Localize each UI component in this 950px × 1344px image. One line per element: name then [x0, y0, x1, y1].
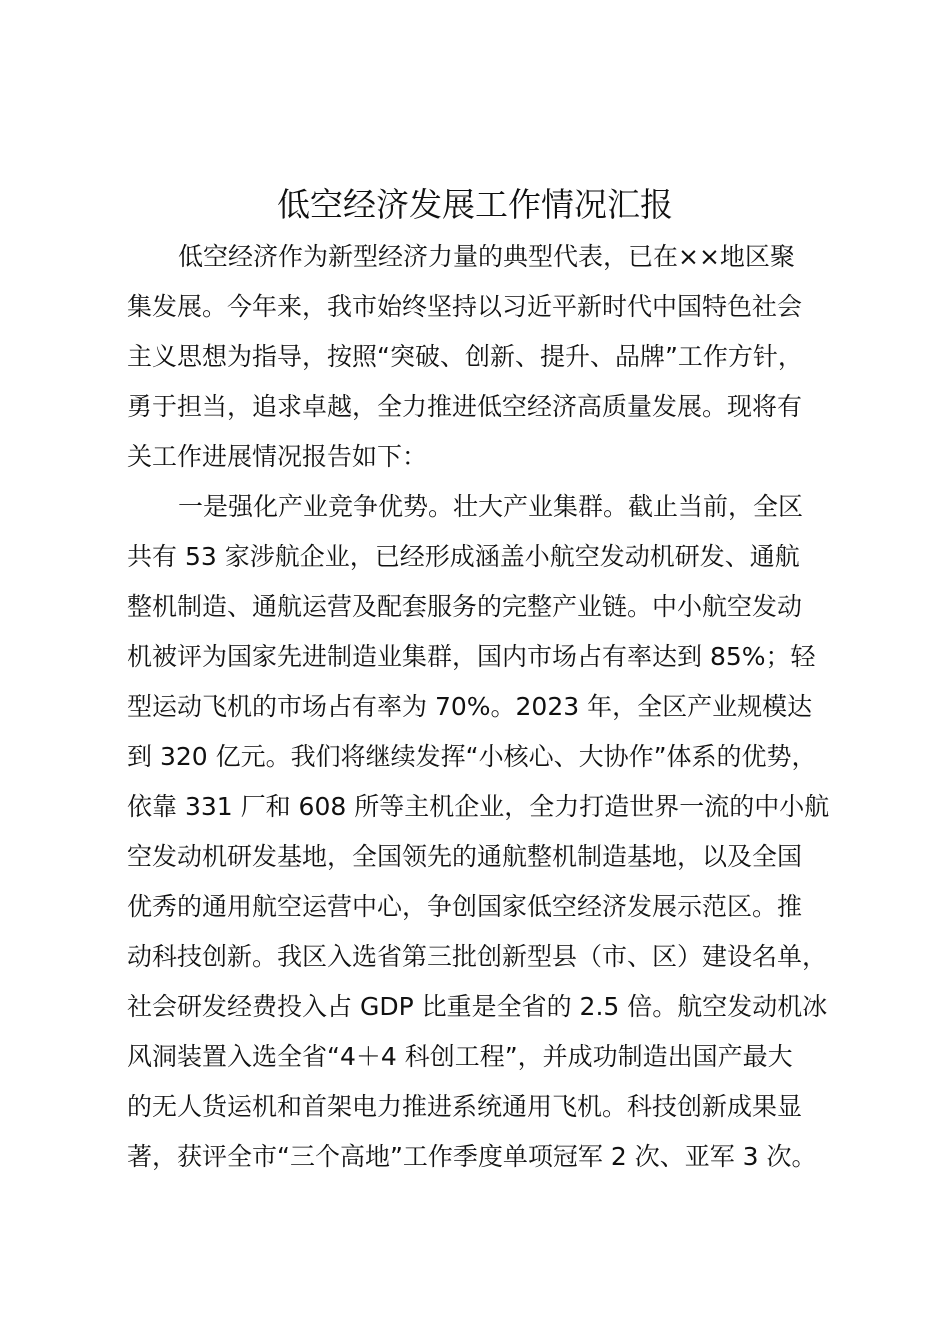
- paragraph-2-line-12: 风洞装置入选全省“4＋4 科创工程”，并成功制造出国产最大: [127, 1042, 793, 1071]
- paragraph-1-line-4: 勇于担当，追求卓越，全力推进低空经济高质量发展。现将有: [127, 392, 803, 421]
- paragraph-1-line-1: 低空经济作为新型经济力量的典型代表，已在××地区聚: [178, 242, 795, 271]
- paragraph-2-line-3: 整机制造、通航运营及配套服务的完整产业链。中小航空发动: [127, 592, 803, 621]
- paragraph-2-line-5: 型运动飞机的市场占有率为 70%。2023 年，全区产业规模达: [127, 692, 813, 721]
- paragraph-2-line-7: 依靠 331 厂和 608 所等主机企业，全力打造世界一流的中小航: [127, 792, 830, 821]
- paragraph-2-line-14: 著，获评全市“三个高地”工作季度单项冠军 2 次、亚军 3 次。: [127, 1142, 817, 1171]
- paragraph-2-line-10: 动科技创新。我区入选省第三批创新型县（市、区）建设名单，: [127, 942, 828, 971]
- paragraph-1-line-2: 集发展。今年来，我市始终坚持以习近平新时代中国特色社会: [127, 292, 803, 321]
- document-title: 低空经济发展工作情况汇报: [277, 185, 673, 224]
- paragraph-2-line-11: 社会研发经费投入占 GDP 比重是全省的 2.5 倍。航空发动机冰: [127, 992, 828, 1021]
- paragraph-2-line-4: 机被评为国家先进制造业集群，国内市场占有率达到 85%；轻: [127, 642, 816, 671]
- paragraph-2-line-13: 的无人货运机和首架电力推进系统通用飞机。科技创新成果显: [127, 1092, 803, 1121]
- paragraph-1-line-3: 主义思想为指导，按照“突破、创新、提升、品牌”工作方针，: [127, 342, 803, 371]
- document-body: [127, 232, 862, 1182]
- paragraph-2-line-8: 空发动机研发基地，全国领先的通航整机制造基地，以及全国: [127, 842, 803, 871]
- paragraph-2-line-2: 共有 53 家涉航企业，已经形成涵盖小航空发动机研发、通航: [127, 542, 800, 571]
- paragraph-2-line-9: 优秀的通用航空运营中心，争创国家低空经济发展示范区。推: [127, 892, 803, 921]
- paragraph-1-line-5: 关工作进展情况报告如下：: [127, 442, 428, 471]
- paragraph-2-line-6: 到 320 亿元。我们将继续发挥“小核心、大协作”体系的优势，: [127, 742, 817, 771]
- paragraph-2-line-1: 一是强化产业竞争优势。壮大产业集群。截止当前，全区: [178, 492, 804, 521]
